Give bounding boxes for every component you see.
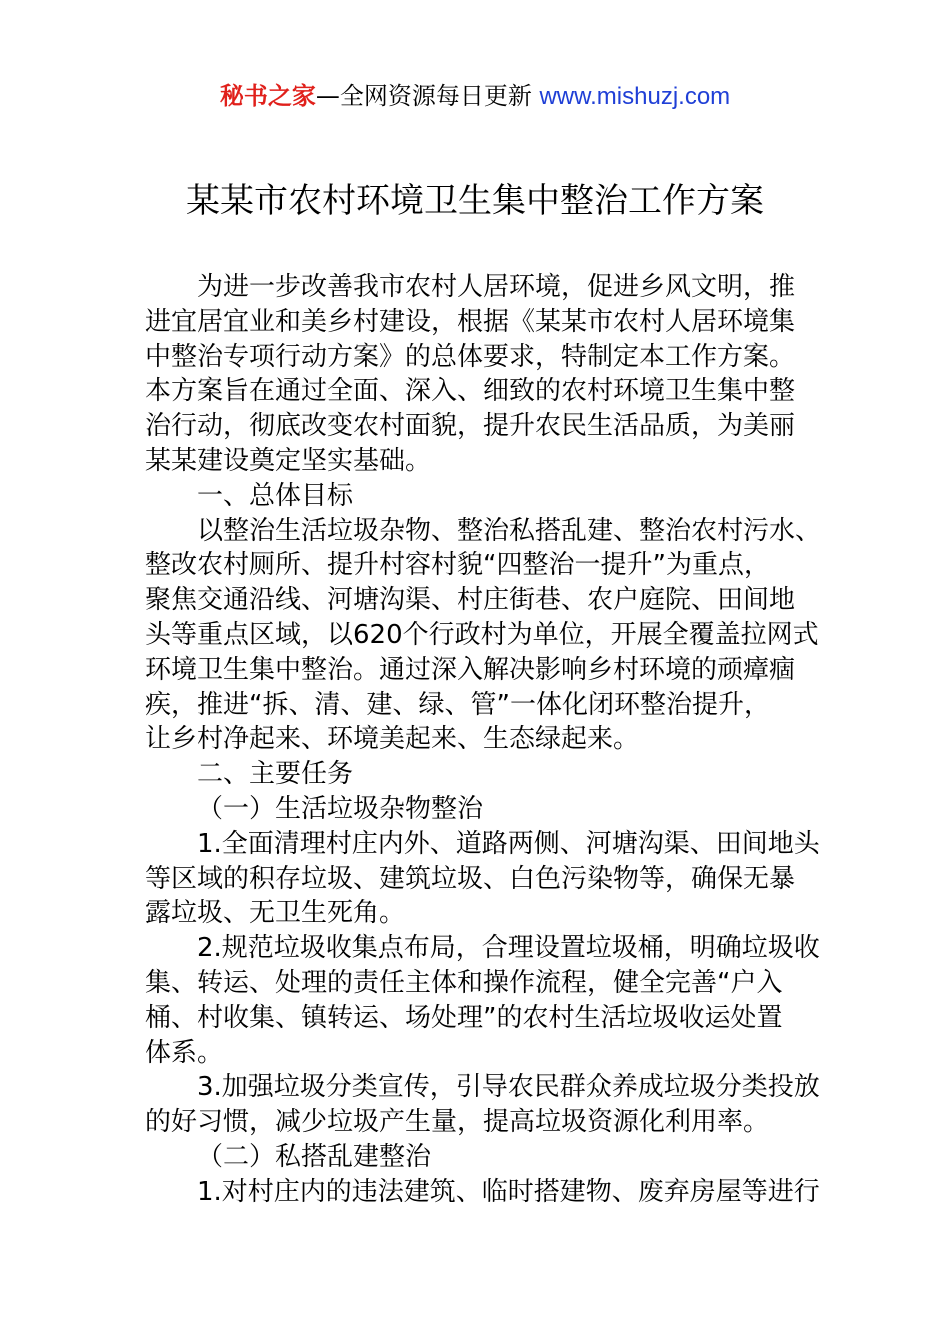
text-line: 某某建设奠定坚实基础。 xyxy=(145,445,432,476)
text-line: 聚焦交通沿线、河塘沟渠、村庄街巷、农户庭院、田间地 xyxy=(145,585,796,616)
text-line: 进宜居宜业和美乡村建设，根据《某某市农村人居环境集 xyxy=(145,306,796,337)
text-line: 一、总体目标 xyxy=(197,480,354,511)
text-line: 让乡村净起来、环境美起来、生态绿起来。 xyxy=(145,724,640,755)
text-line: 以整治生活垃圾杂物、整治私搭乱建、整治农村污水、 xyxy=(197,515,822,546)
site-brand: 秘书之家 xyxy=(219,82,316,110)
text-line: 整改农村厕所、提升村容村貌“四整治一提升”为重点， xyxy=(145,550,770,581)
site-header xyxy=(0,80,950,113)
text-line: 为进一步改善我市农村人居环境，促进乡风文明，推 xyxy=(197,272,796,302)
site-tagline: —全网资源每日更新 xyxy=(315,82,540,110)
text-line: 疾，推进“拆、清、建、绿、管”一体化闭环整治提升， xyxy=(145,689,770,720)
text-line: 中整治专项行动方案》的总体要求，特制定本工作方案。 xyxy=(145,341,796,372)
text-line: 二、主要任务 xyxy=(197,759,354,790)
text-line: 桶、村收集、镇转运、场处理”的农村生活垃圾收运处置 xyxy=(145,1002,783,1033)
text-line: 头等重点区域，以620个行政村为单位，开展全覆盖拉网式 xyxy=(145,619,819,650)
text-line: 环境卫生集中整治。通过深入解决影响乡村环境的顽瘴痼 xyxy=(145,654,796,685)
site-url-link[interactable]: www.mishuzj.com xyxy=(539,83,731,110)
text-line: 3.加强垃圾分类宣传，引导农民群众养成垃圾分类投放 xyxy=(197,1072,820,1103)
text-line: 本方案旨在通过全面、深入、细致的农村环境卫生集中整 xyxy=(145,376,796,407)
text-line: 2.规范垃圾收集点布局，合理设置垃圾桶，明确垃圾收 xyxy=(197,933,820,964)
text-line: 1.全面清理村庄内外、道路两侧、河塘沟渠、田间地头 xyxy=(197,828,820,859)
text-line: 集、转运、处理的责任主体和操作流程，健全完善“户入 xyxy=(145,967,783,998)
text-line: 体系。 xyxy=(145,1037,224,1068)
text-line: 等区域的积存垃圾、建筑垃圾、白色污染物等，确保无暴 xyxy=(145,863,796,894)
text-line: 的好习惯，减少垃圾产生量，提高垃圾资源化利用率。 xyxy=(145,1107,770,1138)
text-line: 1.对村庄内的违法建筑、临时搭建物、废弃房屋等进行 xyxy=(197,1176,820,1207)
text-line: 治行动，彻底改变农村面貌，提升农民生活品质，为美丽 xyxy=(145,411,796,442)
text-line: （一）生活垃圾杂物整治 xyxy=(197,793,484,824)
document-title: 某某市农村环境卫生集中整治工作方案 xyxy=(186,181,764,221)
text-line: （二）私搭乱建整治 xyxy=(197,1141,432,1172)
document-body xyxy=(145,270,822,1210)
text-line: 露垃圾、无卫生死角。 xyxy=(145,898,406,929)
